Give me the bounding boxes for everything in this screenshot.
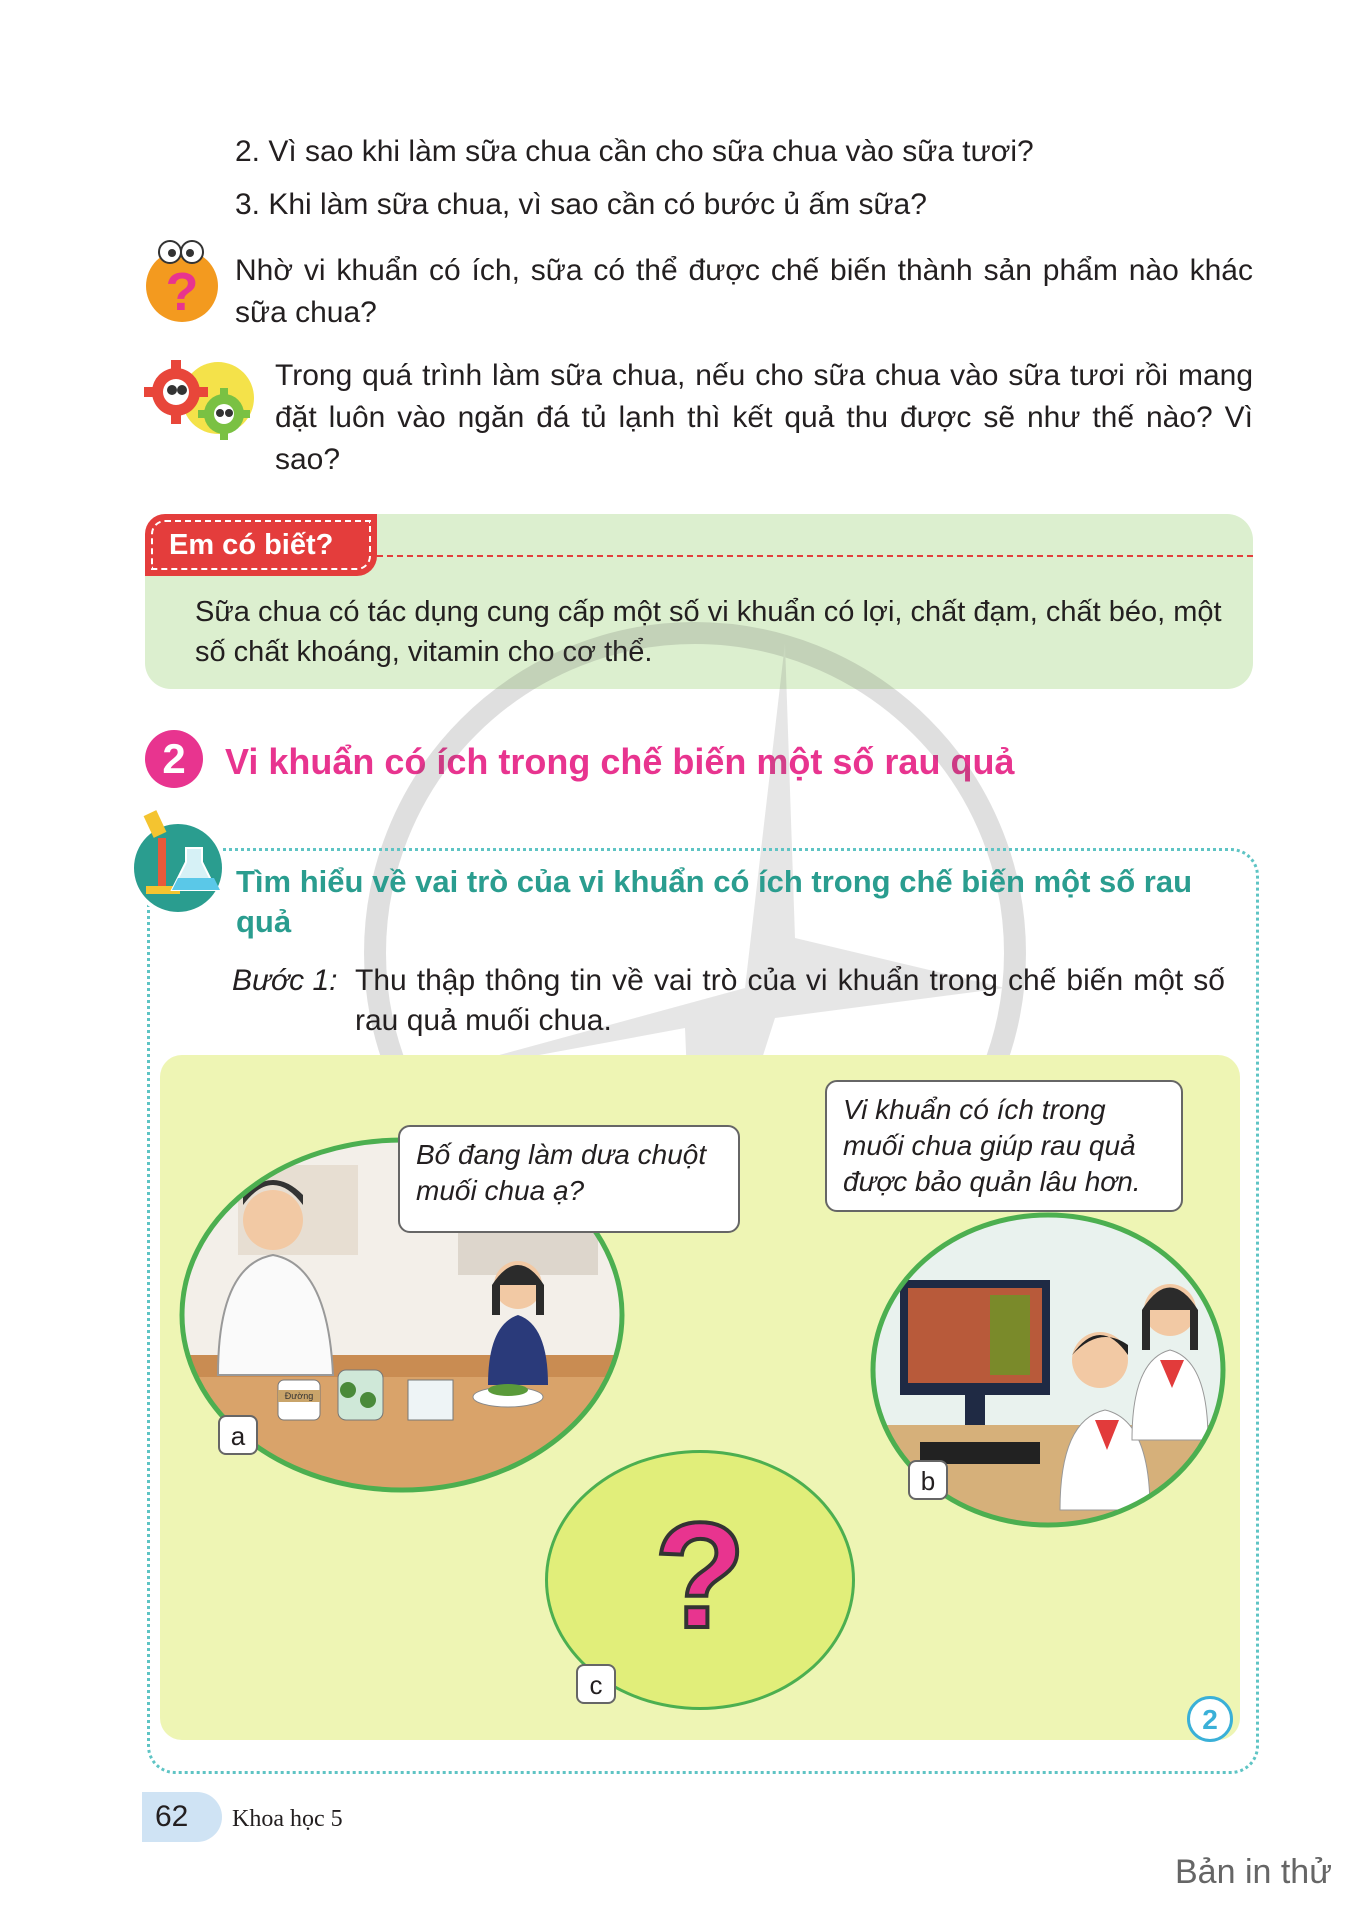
speech-bubble-a: Bố đang làm dưa chuột muối chua ạ?	[398, 1125, 740, 1233]
section-number: 2	[145, 730, 203, 788]
question-block-text: Nhờ vi khuẩn có ích, sữa có thể được chế biến thành sản phẩm nào khác sữa chua?	[235, 254, 1253, 329]
svg-text:?: ?	[165, 262, 199, 322]
know-divider	[377, 555, 1253, 557]
section-title: Vi khuẩn có ích trong chế biến một số rau quả	[225, 741, 1015, 782]
know-tab	[145, 514, 377, 576]
label-b: b	[908, 1460, 948, 1500]
label-c: c	[576, 1664, 616, 1704]
book-title: Khoa học 5	[232, 1806, 343, 1832]
page-number: 62	[155, 1800, 189, 1833]
question-mark: ?	[654, 1491, 746, 1659]
draft-mark: Bản in thử	[1175, 1853, 1332, 1891]
activity-title: Tìm hiểu về vai trò của vi khuẩn có ích trong chế biến một số rau quả	[236, 864, 1193, 939]
apply-block-text: Trong quá trình làm sữa chua, nếu cho sữa chua vào sữa tươi rồi mang đặt luôn vào ngăn đá tủ lạnh thì kết quả thu được sẽ như thế nào? Vì sao?	[275, 359, 1253, 476]
corner-number-badge: 2	[1187, 1696, 1233, 1742]
know-label: Em có biết?	[151, 520, 371, 570]
question-mascot-icon	[142, 238, 222, 324]
step-text: Thu thập thông tin về vai trò của vi khuẩn trong chế biến một số rau quả muối chua.	[355, 964, 1225, 1037]
jar-label: Đường	[284, 1391, 314, 1401]
step-label: Bước 1:	[232, 964, 338, 997]
gears-icon	[140, 352, 258, 444]
question-2: 2. Vì sao khi làm sữa chua cần cho sữa chua vào sữa tươi?	[235, 135, 1034, 168]
label-a: a	[218, 1415, 258, 1455]
microscope-flask-icon	[128, 808, 228, 918]
know-text: Sữa chua có tác dụng cung cấp một số vi khuẩn có lợi, chất đạm, chất béo, một số chất khoáng, vitamin cho cơ thể.	[195, 596, 1222, 668]
question-3: 3. Khi làm sữa chua, vì sao cần có bước ủ ấm sữa?	[235, 188, 927, 221]
speech-bubble-b: Vi khuẩn có ích trong muối chua giúp rau quả được bảo quản lâu hơn.	[825, 1080, 1183, 1212]
